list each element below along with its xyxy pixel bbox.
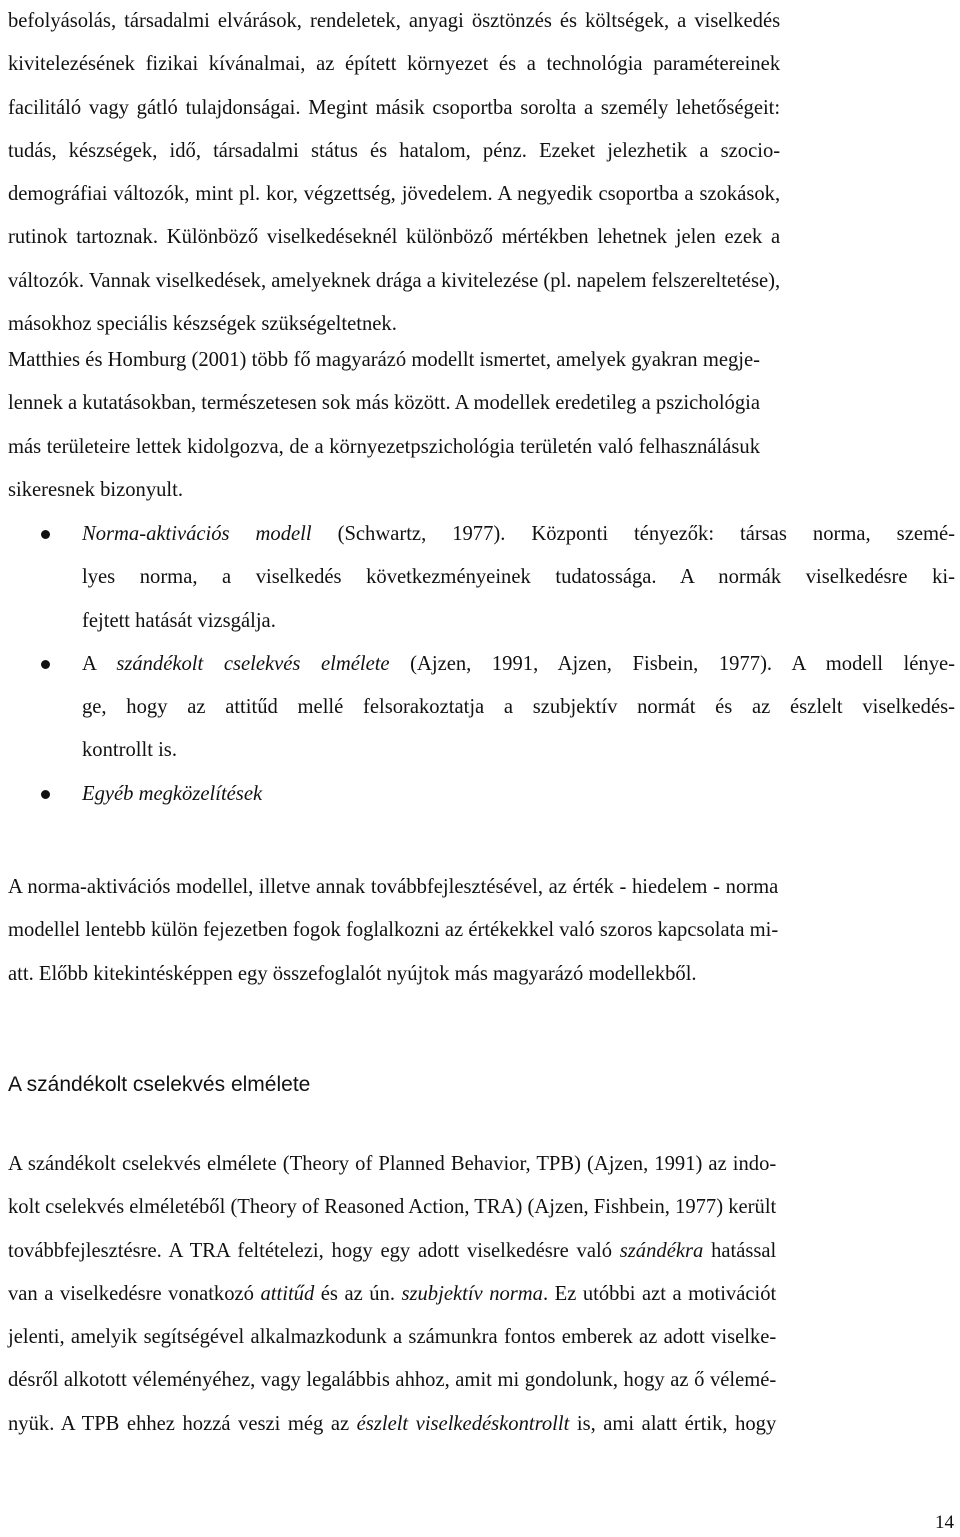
model-bullet-list	[8, 513, 955, 816]
text-run: van a viselkedésre vonatkozó	[8, 1282, 261, 1305]
text-line: att. Előbb kitekintésképpen egy összefoglalót nyújtok más magyarázó modellekből.	[8, 962, 697, 985]
text-line: ge, hogy az attitűd mellé felsorakoztatja a szubjektív normát és az észlelt viselkedés-	[82, 696, 955, 719]
text-line: A norma-aktivációs modellel, illetve annak továbbfejlesztésével, az érték - hiedelem - norma	[8, 876, 779, 898]
text-line: A szándékolt cselekvés elmélete (Theory of Planned Behavior, TPB) (Ajzen, 1991) az indo-	[8, 1153, 777, 1175]
text-line: sikeresnek bizonyult.	[8, 478, 184, 501]
paragraph-3	[8, 866, 778, 996]
italic-term: szándékolt cselekvés elmélete	[116, 652, 390, 675]
text-run: A	[82, 652, 117, 675]
text-run: nyük. A TPB ehhez hozzá veszi még az	[8, 1412, 357, 1435]
text-run: is, ami alatt értik, hogy	[569, 1412, 777, 1435]
text-line	[82, 773, 955, 816]
bullet-item-planned-behavior	[8, 643, 955, 773]
text-run: (Ajzen, 1991, Ajzen, Fisbein, 1977). A modell lénye-	[389, 652, 956, 675]
italic-term: észlelt viselkedéskontrollt	[356, 1412, 570, 1435]
text-run: . Ez utóbbi azt a motivációt	[542, 1282, 777, 1305]
italic-term: szándékra	[619, 1239, 704, 1262]
italic-term: attitűd	[260, 1282, 315, 1305]
text-run: hatással	[703, 1239, 777, 1262]
text-line: más területeire lettek kidolgozva, de a környezetpszichológia területén való felhasználásuk	[8, 435, 761, 458]
text-run: (Schwartz, 1977). Központi tényezők: társas norma, szemé-	[311, 523, 955, 545]
text-line: lyes norma, a viselkedés következményeinek tudatossága. A normák viselkedésre ki-	[82, 566, 955, 589]
italic-term: Norma-aktivációs modell	[82, 523, 312, 545]
text-line: kontrollt is.	[82, 739, 177, 762]
text-line: befolyásolás, társadalmi elvárások, rendeletek, anyagi ösztönzés és költségek, a viselkedés	[8, 10, 781, 32]
text-line: demográfiai változók, mint pl. kor, végzettség, jövedelem. A negyedik csoportba a szokások,	[8, 183, 781, 206]
text-line	[82, 643, 955, 686]
text-line	[8, 1403, 776, 1446]
text-line: jelenti, amelyik segítségével alkalmazkodunk a számunkra fontos emberek az adott viselke-	[8, 1326, 777, 1349]
text-line: lennek a kutatásokban, természetesen sok más között. A modellek eredetileg a pszichológia	[8, 392, 761, 415]
bullet-dot-icon	[41, 660, 50, 669]
text-line: fejtett hatását vizsgálja.	[82, 609, 276, 632]
bullet-item-other-approaches	[8, 773, 955, 816]
italic-term: Egyéb megközelítések	[82, 782, 263, 805]
bullet-dot-icon	[41, 790, 50, 799]
text-run: továbbfejlesztésre. A TRA feltételezi, hogy egy adott viselkedésre való	[8, 1239, 620, 1262]
text-line: facilitáló vagy gátló tulajdonságai. Megint másik csoportba sorolta a személy lehetőségeit:	[8, 96, 781, 119]
text-line: Matthies és Homburg (2001) több fő magyarázó modellt ismertet, amelyek gyakran megje-	[8, 349, 761, 371]
italic-term: szubjektív norma	[401, 1282, 543, 1305]
text-line	[8, 1273, 776, 1316]
text-line	[8, 1230, 776, 1273]
text-line: désről alkotott véleményéhez, vagy legalábbis ahhoz, amit mi gondolunk, hogy az ő vélemé-	[8, 1369, 777, 1392]
paragraph-4	[8, 1143, 776, 1446]
page-number: 14	[935, 1512, 954, 1533]
section-heading: A szándékolt cselekvés elmélete	[8, 1073, 311, 1096]
text-line: tudás, készségek, idő, társadalmi státus és hatalom, pénz. Ezeket jelezhetik a szocio-	[8, 139, 781, 162]
bullet-item-norm-activation	[8, 513, 955, 643]
text-line: rutinok tartoznak. Különböző viselkedéseknél különböző mértékben lehetnek jelen ezek a	[8, 226, 781, 249]
text-run: és az ún.	[314, 1282, 402, 1305]
text-line	[82, 513, 955, 556]
text-line: másokhoz speciális készségek szükségeltetnek.	[8, 313, 397, 336]
bullet-dot-icon	[41, 530, 50, 539]
paragraph-2	[8, 339, 760, 512]
text-line: kolt cselekvés elméletéből (Theory of Reasoned Action, TRA) (Ajzen, Fishbein, 1977) került	[8, 1196, 777, 1219]
text-line: változók. Vannak viselkedések, amelyeknek drága a kivitelezése (pl. napelem felszereltetése),	[8, 269, 781, 292]
text-line: kivitelezésének fizikai kívánalmai, az épített környezet és a technológia paramétereinek	[8, 53, 781, 76]
paragraph-1	[8, 0, 780, 346]
text-line: modellel lentebb külön fejezetben fogok foglalkozni az értékekkel való szoros kapcsolata mi-	[8, 919, 779, 942]
